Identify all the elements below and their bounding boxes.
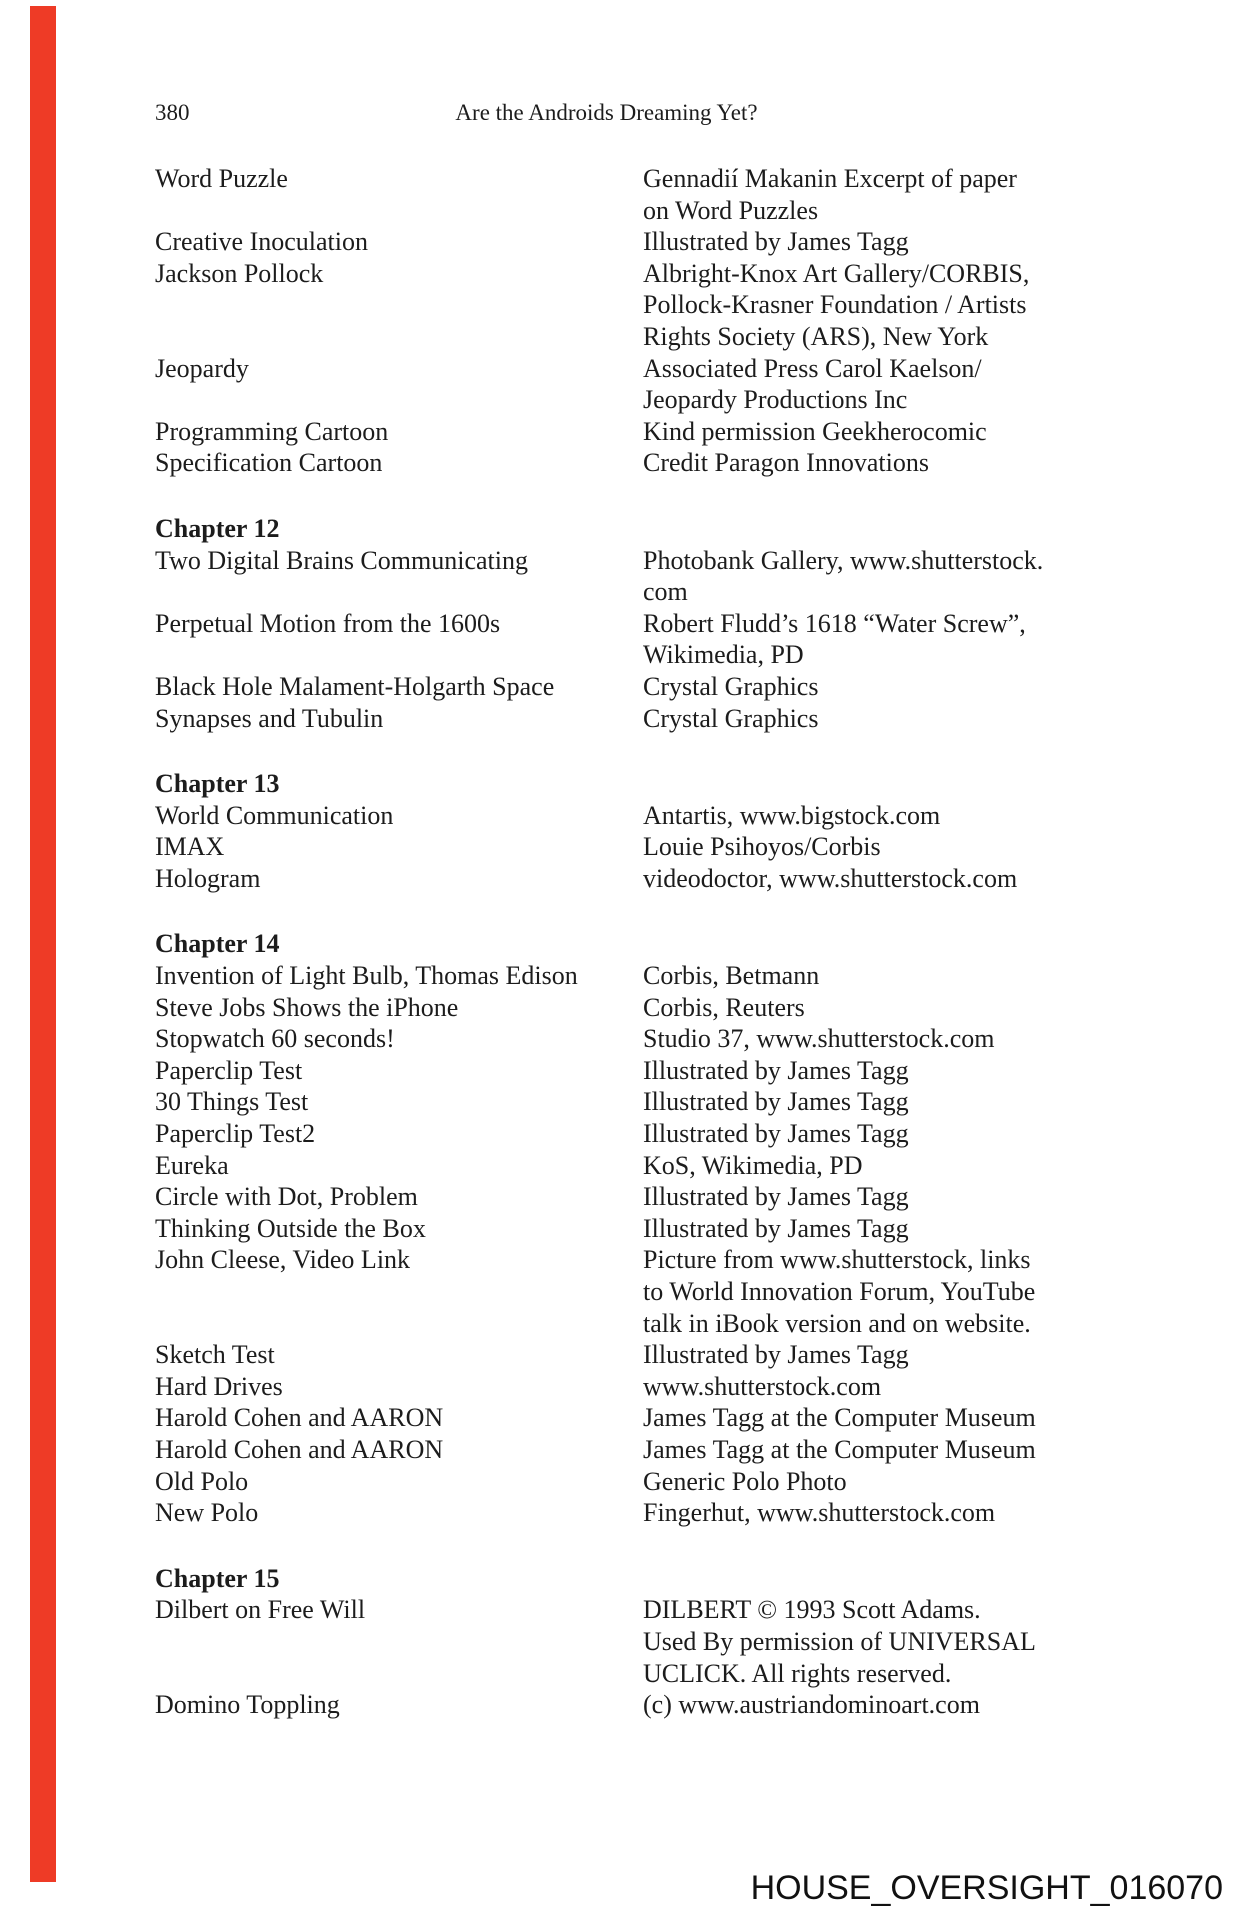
- item-label: Hard Drives: [155, 1371, 283, 1401]
- item-label: Old Polo: [155, 1466, 249, 1496]
- credit-line: Robert Fludd’s 1618 “Water Screw”,: [643, 608, 1026, 638]
- credit-text: [643, 1434, 1105, 1466]
- credit-text: [643, 1497, 1105, 1529]
- item-label: Jackson Pollock: [155, 258, 324, 288]
- item-label: Invention of Light Bulb, Thomas Edison: [155, 961, 578, 991]
- credit-line: Gennadií Makanin Excerpt of paper: [643, 164, 1017, 193]
- item-label: Paperclip Test: [155, 1055, 303, 1085]
- credit-text: [643, 1594, 1105, 1689]
- credit-line: Illustrated by James Tagg: [643, 1182, 909, 1212]
- item-label: 30 Things Test: [155, 1087, 309, 1117]
- credit-line: Albright-Knox Art Gallery/CORBIS,: [643, 258, 1030, 288]
- credit-row: [155, 960, 1115, 992]
- chapter-heading: Chapter 13: [155, 769, 280, 799]
- credit-text: [643, 863, 1105, 895]
- item-label: Synapses and Tubulin: [155, 703, 384, 733]
- page-header: [155, 97, 1058, 129]
- credit-text: [643, 1055, 1105, 1087]
- credit-line: Illustrated by James Tagg: [643, 1213, 909, 1243]
- credit-line: Wikimedia, PD: [643, 640, 804, 670]
- credit-row: [155, 1055, 1115, 1087]
- chapter-heading: Chapter 15: [155, 1563, 280, 1593]
- credit-text: [643, 226, 1105, 258]
- credit-text: [643, 960, 1105, 992]
- item-label: New Polo: [155, 1498, 259, 1528]
- item-label: World Communication: [155, 800, 394, 830]
- credit-line: talk in iBook version and on website.: [643, 1308, 1031, 1338]
- credit-text: [643, 163, 1105, 226]
- credit-text: [643, 1339, 1105, 1371]
- item-label: Thinking Outside the Box: [155, 1213, 426, 1243]
- item-label: Eureka: [155, 1150, 229, 1180]
- item-label: Harold Cohen and AARON: [155, 1403, 444, 1433]
- credit-text: [643, 1466, 1105, 1498]
- credit-text: [643, 1181, 1105, 1213]
- credit-line: Generic Polo Photo: [643, 1466, 847, 1496]
- credits-list: [155, 163, 1115, 1721]
- credit-row: [155, 1339, 1115, 1371]
- credit-line: Corbis, Reuters: [643, 992, 805, 1022]
- credit-row: [155, 1244, 1115, 1339]
- credit-line: Fingerhut, www.shutterstock.com: [643, 1498, 996, 1528]
- credit-text: [643, 416, 1105, 448]
- credit-line: Associated Press Carol Kaelson/: [643, 353, 982, 383]
- running-title: Are the Androids Dreaming Yet?: [455, 100, 758, 125]
- credit-row: [155, 1402, 1115, 1434]
- credit-row: [155, 1466, 1115, 1498]
- credit-line: James Tagg at the Computer Museum: [643, 1434, 1036, 1464]
- item-label: Perpetual Motion from the 1600s: [155, 608, 501, 638]
- credit-row: [155, 1434, 1115, 1466]
- credit-line: Photobank Gallery, www.shutterstock.: [643, 545, 1044, 575]
- credit-line: Studio 37, www.shutterstock.com: [643, 1024, 995, 1054]
- credit-line: Illustrated by James Tagg: [643, 1087, 909, 1117]
- credit-line: Illustrated by James Tagg: [643, 227, 909, 257]
- credit-row: [155, 1150, 1115, 1182]
- credit-row: [155, 671, 1115, 703]
- credit-line: Illustrated by James Tagg: [643, 1119, 909, 1149]
- credit-text: [643, 608, 1105, 671]
- credit-row: [155, 163, 1115, 226]
- credit-row: [155, 1086, 1115, 1118]
- credit-row: [155, 447, 1115, 479]
- credit-row: [155, 1118, 1115, 1150]
- item-label: Steve Jobs Shows the iPhone: [155, 992, 459, 1022]
- credit-line: Crystal Graphics: [643, 671, 819, 701]
- credit-line: Illustrated by James Tagg: [643, 1340, 909, 1370]
- credits-section: [155, 513, 1115, 734]
- chapter-heading: Chapter 14: [155, 929, 280, 959]
- credit-row: [155, 608, 1115, 671]
- credit-text: [643, 1213, 1105, 1245]
- credit-line: DILBERT © 1993 Scott Adams.: [643, 1595, 981, 1625]
- credit-line: Louie Psihoyos/Corbis: [643, 832, 881, 862]
- credits-section: [155, 768, 1115, 894]
- credit-text: [643, 1118, 1105, 1150]
- item-label: Stopwatch 60 seconds!: [155, 1024, 395, 1054]
- credit-text: [643, 1086, 1105, 1118]
- credit-line: Crystal Graphics: [643, 703, 819, 733]
- credit-row: [155, 1213, 1115, 1245]
- credit-line: James Tagg at the Computer Museum: [643, 1403, 1036, 1433]
- credit-line: Jeopardy Productions Inc: [643, 385, 908, 415]
- item-label: Black Hole Malament-Holgarth Space: [155, 671, 555, 701]
- item-label: Hologram: [155, 863, 261, 893]
- credit-line: Corbis, Betmann: [643, 961, 820, 991]
- credit-line: www.shutterstock.com: [643, 1371, 882, 1401]
- credit-row: [155, 863, 1115, 895]
- credit-text: [643, 992, 1105, 1024]
- credits-section: [155, 1563, 1115, 1721]
- item-label: Dilbert on Free Will: [155, 1595, 366, 1625]
- red-scan-bar: [30, 6, 56, 1882]
- item-label: John Cleese, Video Link: [155, 1245, 411, 1275]
- credit-text: [643, 703, 1105, 735]
- credit-row: [155, 353, 1115, 416]
- credit-row: [155, 1023, 1115, 1055]
- item-label: Creative Inoculation: [155, 227, 368, 257]
- credit-line: (c) www.austriandominoart.com: [643, 1690, 980, 1720]
- credit-row: [155, 1594, 1115, 1689]
- item-label: Paperclip Test2: [155, 1119, 316, 1149]
- credit-text: [643, 447, 1105, 479]
- credit-row: [155, 831, 1115, 863]
- credit-row: [155, 1371, 1115, 1403]
- credit-row: [155, 1181, 1115, 1213]
- credit-line: on Word Puzzles: [643, 195, 819, 225]
- item-label: Domino Toppling: [155, 1690, 340, 1720]
- item-label: Programming Cartoon: [155, 416, 389, 446]
- credit-line: to World Innovation Forum, YouTube: [643, 1277, 1036, 1306]
- credits-section: [155, 163, 1115, 479]
- item-label: Word Puzzle: [155, 164, 288, 193]
- credit-line: videodoctor, www.shutterstock.com: [643, 863, 1018, 893]
- credit-row: [155, 703, 1115, 735]
- credit-text: [643, 1402, 1105, 1434]
- credit-line: UCLICK. All rights reserved.: [643, 1658, 952, 1688]
- credit-line: Illustrated by James Tagg: [643, 1055, 909, 1085]
- credit-line: Picture from www.shutterstock, links: [643, 1245, 1031, 1275]
- credit-line: Pollock-Krasner Foundation / Artists: [643, 290, 1027, 320]
- credit-text: [643, 1371, 1105, 1403]
- credit-text: [643, 1023, 1105, 1055]
- credit-text: [643, 1689, 1105, 1721]
- credit-text: [643, 1150, 1105, 1182]
- credit-text: [643, 545, 1105, 608]
- credit-line: Used By permission of UNIVERSAL: [643, 1626, 1036, 1656]
- item-label: IMAX: [155, 832, 225, 862]
- item-label: Harold Cohen and AARON: [155, 1434, 444, 1464]
- credit-row: [155, 258, 1115, 353]
- credit-line: Antartis, www.bigstock.com: [643, 800, 941, 830]
- item-label: Circle with Dot, Problem: [155, 1182, 418, 1212]
- credit-text: [643, 1244, 1105, 1339]
- item-label: Two Digital Brains Communicating: [155, 545, 528, 575]
- chapter-heading: Chapter 12: [155, 513, 280, 543]
- item-label: Jeopardy: [155, 353, 249, 383]
- credit-text: [643, 258, 1105, 353]
- credit-text: [643, 800, 1105, 832]
- credit-line: KoS, Wikimedia, PD: [643, 1150, 863, 1180]
- page-number: 380: [155, 100, 190, 125]
- credit-line: Kind permission Geekherocomic: [643, 416, 987, 446]
- credit-line: com: [643, 577, 688, 607]
- credit-line: Credit Paragon Innovations: [643, 448, 929, 478]
- item-label: Specification Cartoon: [155, 448, 383, 478]
- footer-stamp: HOUSE_OVERSIGHT_016070: [750, 1869, 1223, 1907]
- credit-line: Rights Society (ARS), New York: [643, 321, 989, 351]
- credit-text: [643, 671, 1105, 703]
- credit-row: [155, 992, 1115, 1024]
- credit-row: [155, 545, 1115, 608]
- credit-row: [155, 800, 1115, 832]
- credit-row: [155, 1689, 1115, 1721]
- item-label: Sketch Test: [155, 1340, 275, 1370]
- credit-row: [155, 226, 1115, 258]
- credits-section: [155, 928, 1115, 1528]
- credit-row: [155, 1497, 1115, 1529]
- credit-row: [155, 416, 1115, 448]
- credit-text: [643, 831, 1105, 863]
- credit-text: [643, 353, 1105, 416]
